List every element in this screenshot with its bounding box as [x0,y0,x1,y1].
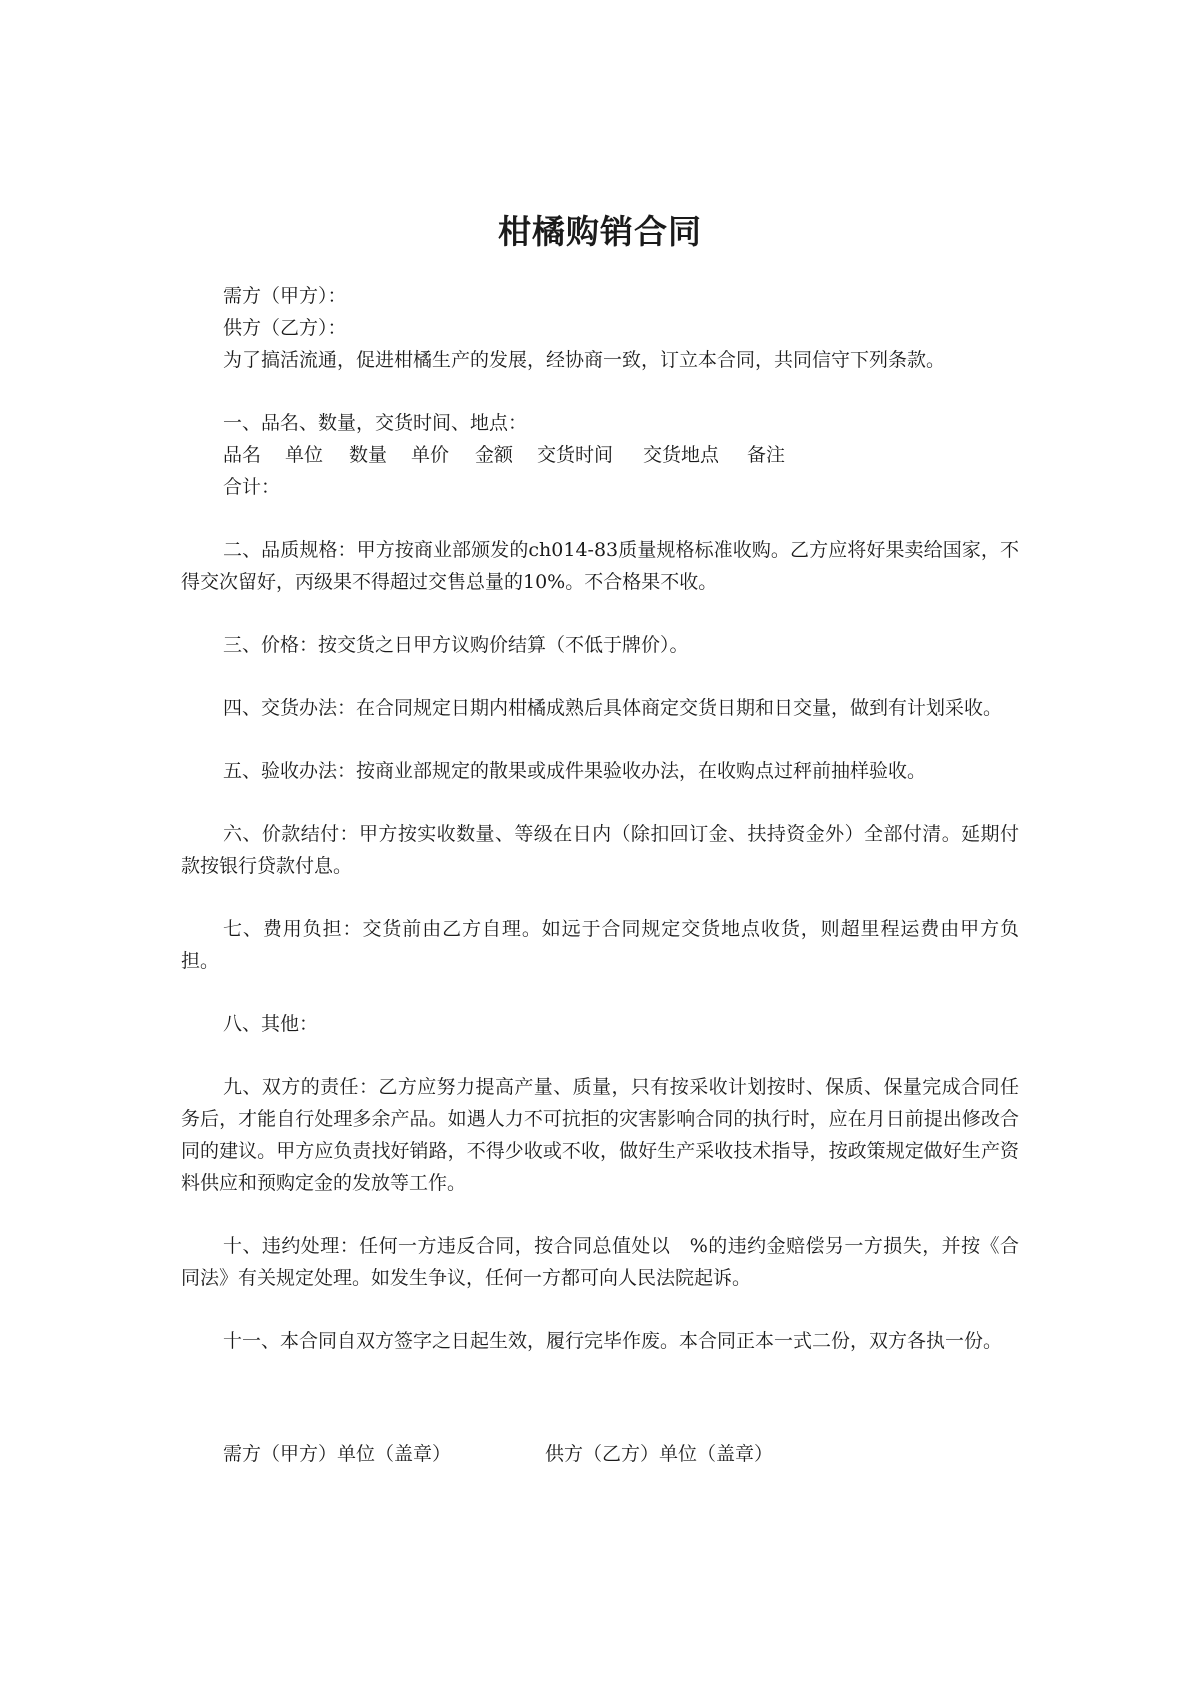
total-label: 合计： [223,476,281,498]
table-column-header: 交货地点 [643,444,720,466]
clause-11: 十一、本合同自双方签字之日起生效，履行完毕作废。本合同正本一式二份，双方各执一份。 [223,1330,1003,1352]
spacer [181,977,1019,1008]
clause-4: 四、交货办法：在合同规定日期内柑橘成熟后具体商定交货日期和日交量，做到有计划采收。 [223,697,1003,719]
spacer [181,661,1019,692]
spacer [181,724,1019,755]
clause-7: 七、费用负担：交货前由乙方自理。如远于合同规定交货地点收货，则超里程运费由甲方负担。 [181,918,1019,972]
table-column-header: 备注 [747,444,786,466]
spacer [181,376,1019,407]
signature-party-b: 供方（乙方）单位（盖章） [545,1443,774,1465]
table-column-header: 交货时间 [537,444,614,466]
spacer [181,1040,1019,1071]
spacer [181,787,1019,818]
spacer [181,882,1019,913]
clause-8: 八、其他： [223,1013,319,1035]
product-table-header [181,439,1019,471]
clause-5: 五、验收办法：按商业部规定的散果或成件果验收办法，在收购点过秤前抽样验收。 [223,760,927,782]
table-column-header: 单位 [285,444,324,466]
clause-2: 二、品质规格：甲方按商业部颁发的ch014-83质量规格标准收购。乙方应将好果卖给国家，不得交次留好，丙级果不得超过交售总量的10%。不合格果不收。 [181,539,1019,593]
signature-party-a: 需方（甲方）单位（盖章） [223,1443,452,1465]
table-column-header: 单价 [411,444,450,466]
clause-3: 三、价格：按交货之日甲方议购价结算（不低于牌价）。 [223,634,689,656]
document-title: 柑橘购销合同 [498,212,702,252]
spacer [181,1294,1019,1325]
clause-10: 十、违约处理：任何一方违反合同，按合同总值处以 %的违约金赔偿另一方损失，并按《合同法》有关规定处理。如发生争议，任何一方都可向人民法院起诉。 [181,1235,1019,1289]
contract-body [181,280,1019,1489]
spacer [181,1199,1019,1230]
signature-line [181,1438,1019,1470]
table-column-header: 数量 [349,444,388,466]
clause-9: 九、双方的责任：乙方应努力提高产量、质量，只有按采收计划按时、保质、保量完成合同任务后，才能自行处理多余产品。如遇人力不可抗拒的灾害影响合同的执行时，应在月日前提出修改合同的建议。甲方应负责找好销路，不得少收或不收，做好生产采收技术指导，按政策规定做好生产资料供应和预购定金的发放等工作。 [181,1076,1019,1194]
clause-1-heading: 一、品名、数量，交货时间、地点： [223,412,528,434]
spacer [181,503,1019,534]
spacer [181,1357,1019,1419]
table-column-header: 金额 [475,444,514,466]
spacer [181,598,1019,629]
clause-6: 六、价款结付：甲方按实收数量、等级在日内（除扣回订金、扶持资金外）全部付清。延期付款按银行贷款付息。 [181,823,1019,877]
table-column-header: 品名 [223,444,262,466]
intro-paragraph: 为了搞活流通，促进柑橘生产的发展，经协商一致，订立本合同，共同信守下列条款。 [223,349,946,371]
party-b-line: 供方（乙方）： [223,317,347,339]
party-a-line: 需方（甲方）： [223,285,347,307]
